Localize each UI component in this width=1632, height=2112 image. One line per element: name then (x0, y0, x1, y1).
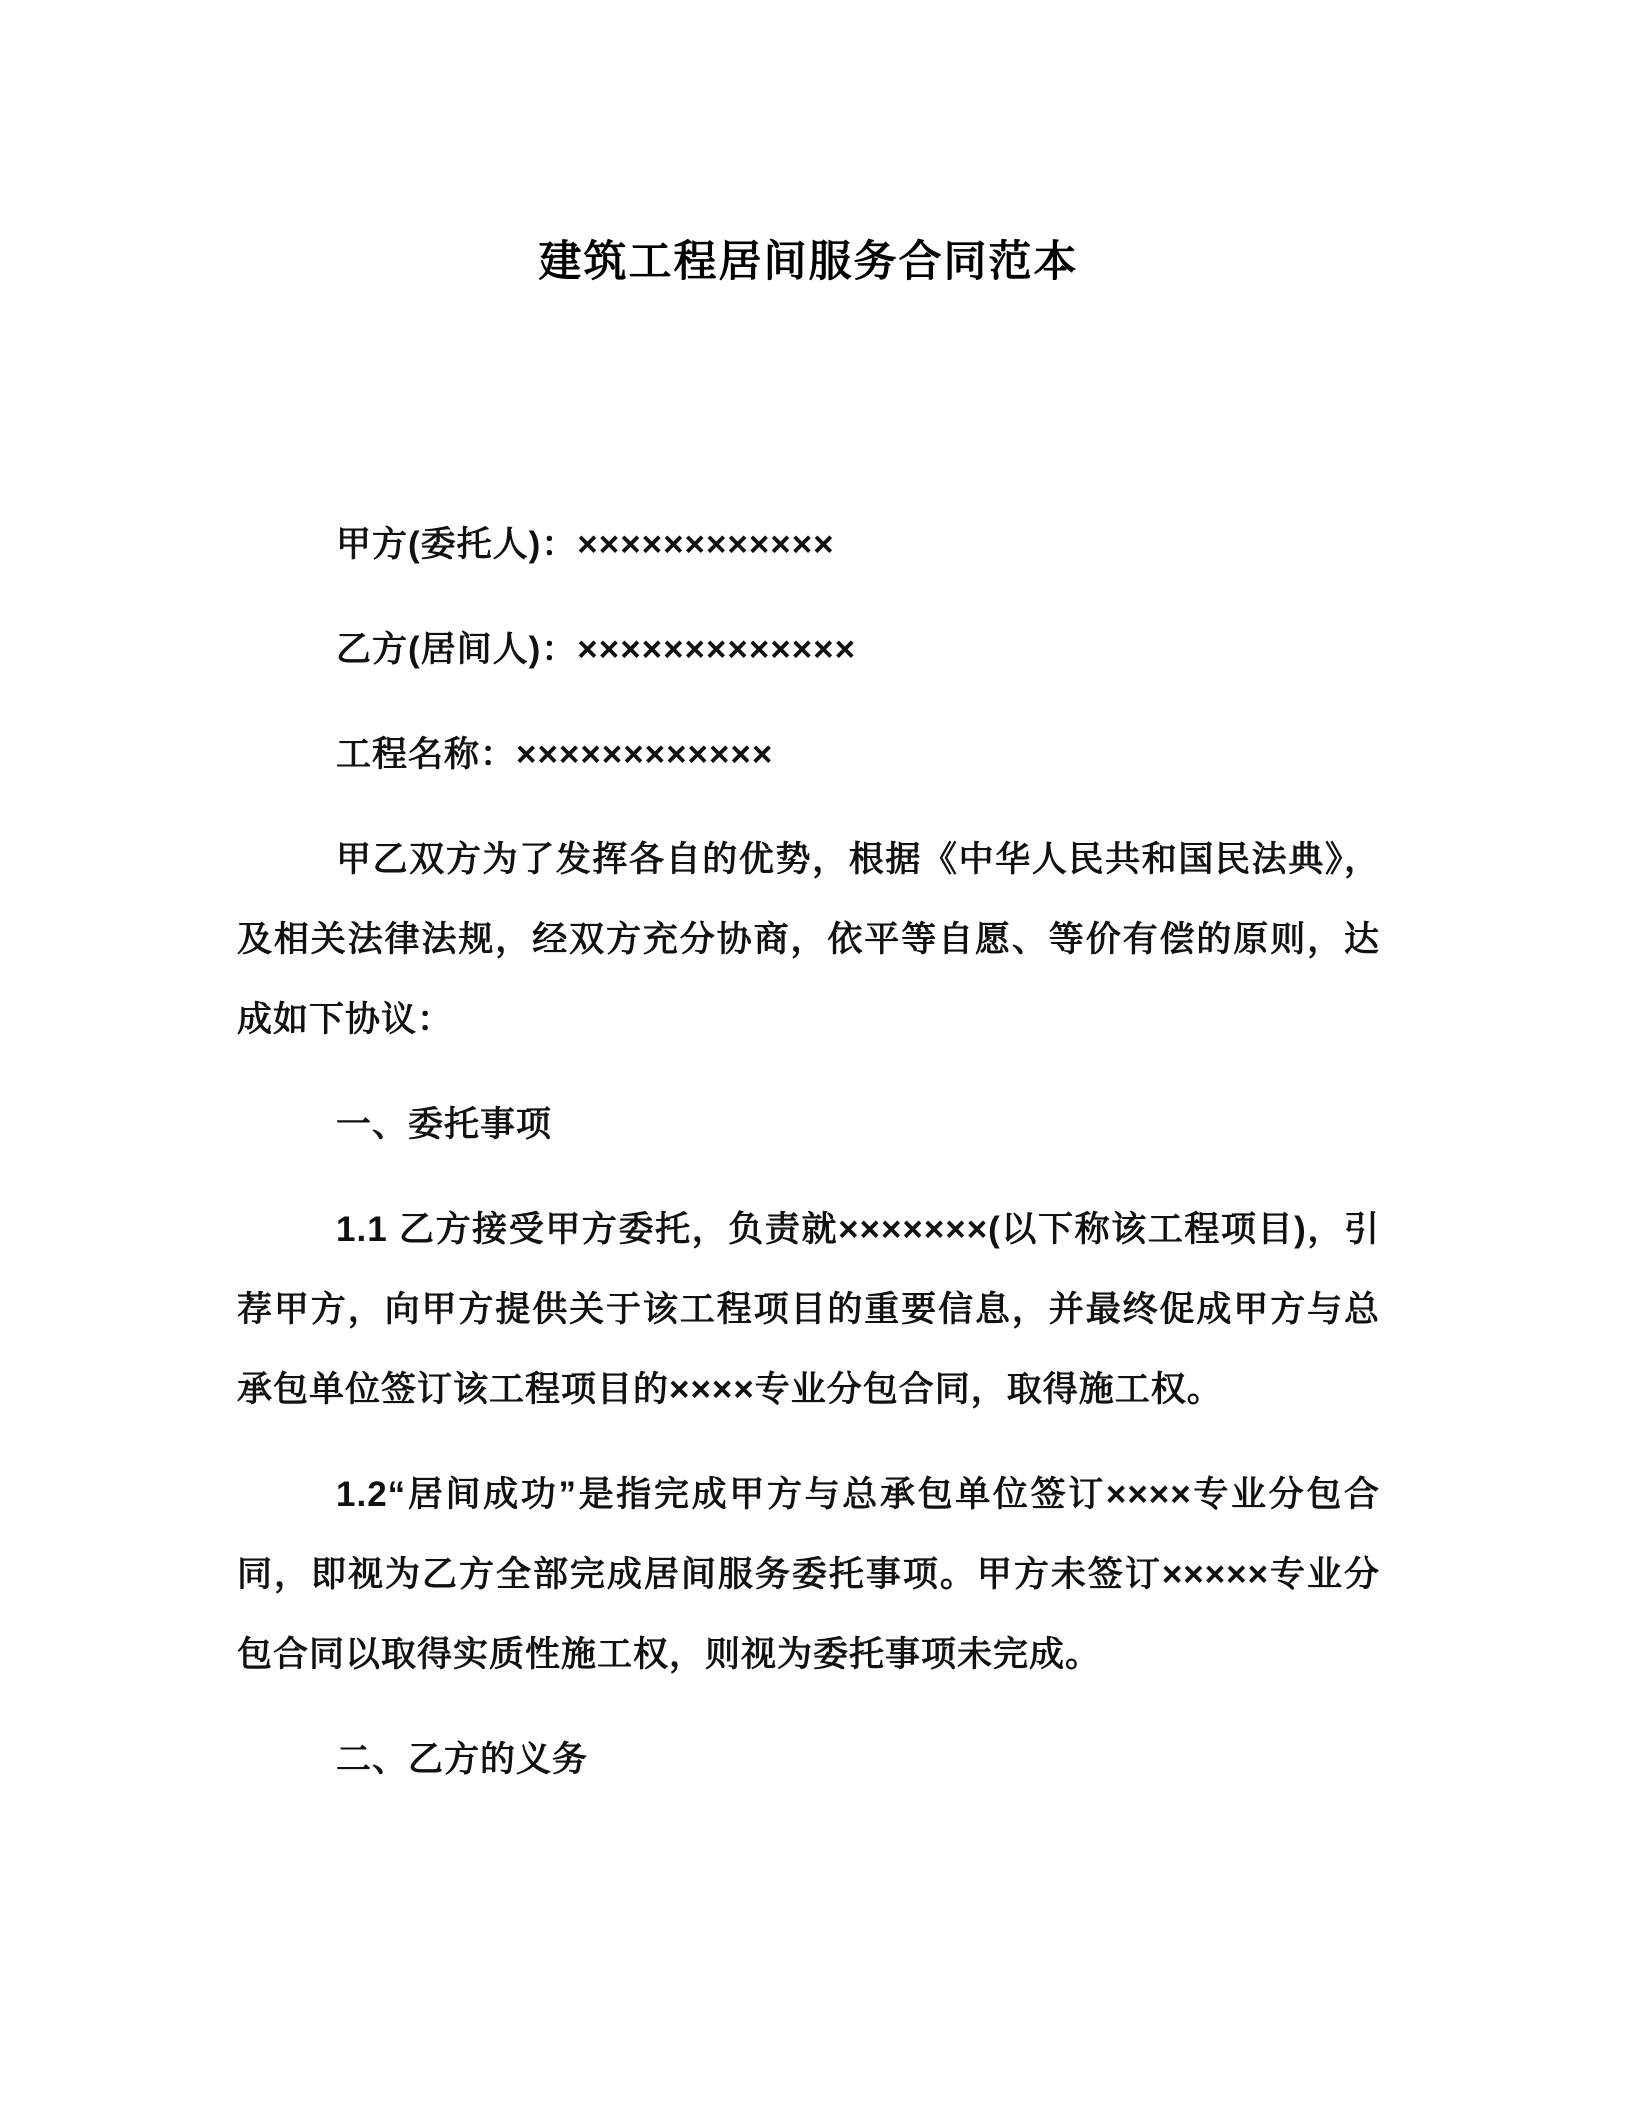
section-2-heading: 二、乙方的义务 (336, 1740, 589, 1779)
party-a-line: 甲方(委托人)：×××××××××××× (336, 525, 835, 564)
section-1-heading: 一、委托事项 (336, 1105, 553, 1144)
preamble-paragraph: 甲乙双方为了发挥各自的优势，根据《中华人民共和国民法典》，及相关法律法规，经双方充分协商，依平等自愿、等价有偿的原则，达成如下协议： (237, 840, 1380, 1039)
party-b-line: 乙方(居间人)：××××××××××××× (336, 630, 857, 669)
document-title: 建筑工程居间服务合同范本 (538, 238, 1079, 286)
clause-1-2-paragraph: 1.2“居间成功”是指完成甲方与总承包单位签订××××专业分包合同，即视为乙方全部完成居间服务委托事项。甲方未签订×××××专业分包合同以取得实质性施工权，则视为委托事项未完成。 (237, 1475, 1380, 1674)
project-name-line: 工程名称：×××××××××××× (336, 735, 774, 774)
clause-1-1-paragraph: 1.1 乙方接受甲方委托，负责就×××××××(以下称该工程项目)，引荐甲方，向甲方提供关于该工程项目的重要信息，并最终促成甲方与总承包单位签订该工程项目的××××专业分包合同，取得施工权。 (237, 1210, 1380, 1409)
